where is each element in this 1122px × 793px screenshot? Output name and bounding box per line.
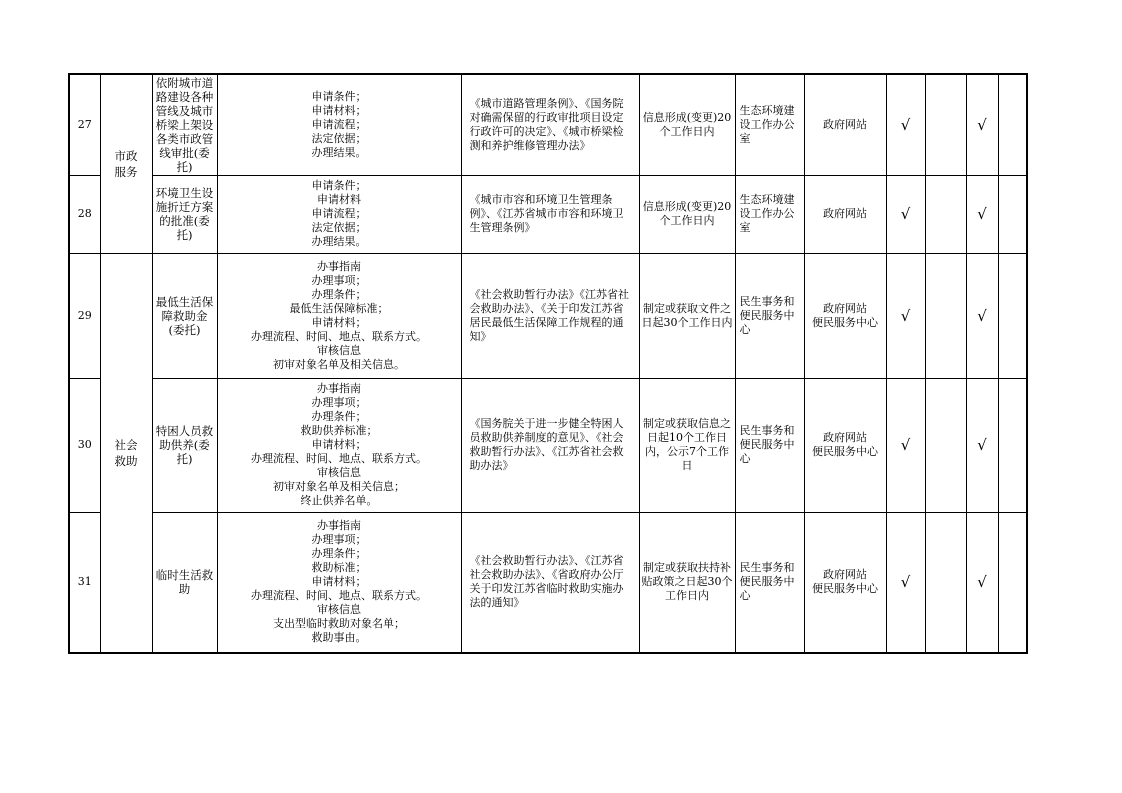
item-name: 最低生活保障救助金(委托) xyxy=(152,253,217,378)
content-line: 法定依据； xyxy=(311,221,367,234)
disclosure-content xyxy=(217,253,461,378)
channel-line: 政府网站 xyxy=(823,301,867,315)
content-line: 办理结果。 xyxy=(311,235,367,248)
legal-basis: 《国务脘关于进一步健全特困人员救助供养制度的意见》、《社会救助暂行办法》、《江苏省社会救助办法》 xyxy=(461,378,639,512)
category-social xyxy=(100,253,152,653)
row-number: 27 xyxy=(69,74,100,175)
content-line: 最低生活保障标准； xyxy=(289,301,389,315)
empty-cell xyxy=(998,512,1027,653)
content-line: 办理条件； xyxy=(311,410,367,423)
disclosure-content xyxy=(217,175,461,253)
disclosure-channel xyxy=(804,512,886,653)
empty-cell xyxy=(925,175,966,253)
row-number: 30 xyxy=(69,378,100,512)
responsible-dept: 民生事务和便民服务中心 xyxy=(735,512,804,653)
table-body xyxy=(69,74,1027,653)
table-row xyxy=(69,253,1027,378)
content-line: 审核信息 xyxy=(317,343,361,357)
content-line: 初审对象名单及相关信息。 xyxy=(273,357,405,371)
disclosure-channel xyxy=(804,74,886,175)
channel-line: 便民服务中心 xyxy=(812,445,878,458)
content-line: 终止供养名单。 xyxy=(300,494,378,507)
row-number: 31 xyxy=(69,512,100,653)
check-mark: √ xyxy=(886,74,925,175)
content-line: 申请材料； xyxy=(311,103,367,117)
responsible-dept: 民生事务和便民服务中心 xyxy=(735,378,804,512)
content-line: 审核信息 xyxy=(317,603,361,617)
channel-line: 便民服务中心 xyxy=(812,315,878,329)
empty-cell xyxy=(998,378,1027,512)
content-line: 办理事项； xyxy=(311,273,367,287)
disclosure-content xyxy=(217,378,461,512)
content-line: 办理流程、时间、地点、联系方式。 xyxy=(251,589,427,603)
content-line: 申请条件； xyxy=(311,179,367,192)
content-line: 申请流程； xyxy=(311,207,367,220)
time-limit: 制定或获取文件之日起30个工作日内 xyxy=(639,253,735,378)
content-line: 申请流程； xyxy=(311,117,367,131)
legal-basis: 《城市市容和环境卫生管理条例》、《江苏省城市市容和环境卫生管理条例》 xyxy=(461,175,639,253)
content-line: 审核信息 xyxy=(317,466,361,479)
time-limit: 信息形成(变更)20个工作日内 xyxy=(639,74,735,175)
content-line: 救助标准； xyxy=(311,561,367,575)
category-label: 市政服务 xyxy=(114,148,138,179)
content-line: 申请材料 xyxy=(317,193,361,206)
item-name: 临时生活救助 xyxy=(152,512,217,653)
empty-cell xyxy=(998,175,1027,253)
item-name: 依附城市道路建设各种管线及城市桥梁上架设各类市政管线审批(委托) xyxy=(152,74,217,175)
disclosure-channel xyxy=(804,175,886,253)
time-limit: 制定或获取信息之日起10个工作日内，公示7个工作日 xyxy=(639,378,735,512)
row-number: 28 xyxy=(69,175,100,253)
empty-cell xyxy=(998,253,1027,378)
responsible-dept: 民生事务和便民服务中心 xyxy=(735,253,804,378)
empty-cell xyxy=(925,253,966,378)
empty-cell xyxy=(925,74,966,175)
legal-basis: 《社会救助暂行办法》、《江苏省社会救助办法》、《省政府办公厅关于印发江苏省临时救助实施办法的通知》 xyxy=(461,512,639,653)
time-limit: 信息形成(变更)20个工作日内 xyxy=(639,175,735,253)
channel-line: 政府网站 xyxy=(823,207,867,220)
content-line: 法定依据； xyxy=(311,131,367,145)
content-line: 救助供养标准； xyxy=(300,424,378,437)
check-mark: √ xyxy=(886,253,925,378)
content-line: 申请材料； xyxy=(311,438,367,451)
disclosure-content xyxy=(217,74,461,175)
check-mark: √ xyxy=(966,253,998,378)
check-mark: √ xyxy=(966,175,998,253)
content-line: 申请材料； xyxy=(311,575,367,589)
content-line: 初审对象名单及相关信息； xyxy=(273,480,405,493)
channel-line: 政府网站 xyxy=(823,568,867,582)
content-line: 办事指南 xyxy=(317,382,361,395)
channel-line: 政府网站 xyxy=(823,117,867,131)
item-name: 特困人员救助供养(委托) xyxy=(152,378,217,512)
check-mark: √ xyxy=(886,175,925,253)
table-row xyxy=(69,512,1027,653)
check-mark: √ xyxy=(886,512,925,653)
disclosure-table xyxy=(68,73,1028,654)
disclosure-channel xyxy=(804,253,886,378)
check-mark: √ xyxy=(966,74,998,175)
content-line: 办理事项； xyxy=(311,396,367,409)
legal-basis: 《社会救助暂行办法》《江苏省社会救助办法》、《关于印发江苏省居民最低生活保障工作规程的通知》 xyxy=(461,253,639,378)
table-row xyxy=(69,175,1027,253)
category-municipal xyxy=(100,74,152,253)
empty-cell xyxy=(998,74,1027,175)
table-row xyxy=(69,74,1027,175)
content-line: 办事指南 xyxy=(317,259,361,273)
responsible-dept: 生态环境建设工作办公室 xyxy=(735,74,804,175)
item-name: 环境卫生设施折迁方案的批准(委托) xyxy=(152,175,217,253)
responsible-dept: 生态环境建设工作办公室 xyxy=(735,175,804,253)
check-mark: √ xyxy=(966,512,998,653)
content-line: 办理流程、时间、地点、联系方式。 xyxy=(251,329,427,343)
legal-basis: 《城市道路管理条例》、《国务院对确需保留的行政审批项目设定行政许可的决定》、《城市桥梁检测和养护维修管理办法》 xyxy=(461,74,639,175)
disclosure-channel xyxy=(804,378,886,512)
time-limit: 制定或获取扶持补贴政策之日起30个工作日内 xyxy=(639,512,735,653)
check-mark: √ xyxy=(886,378,925,512)
table-row xyxy=(69,378,1027,512)
content-line: 申请材料； xyxy=(311,315,367,329)
content-line: 办理条件； xyxy=(311,287,367,301)
content-line: 申请条件； xyxy=(311,89,367,103)
channel-line: 政府网站 xyxy=(823,431,867,444)
check-mark: √ xyxy=(966,378,998,512)
row-number: 29 xyxy=(69,253,100,378)
content-line: 办理流程、时间、地点、联系方式。 xyxy=(251,452,427,465)
content-line: 办理事项； xyxy=(311,533,367,547)
empty-cell xyxy=(925,378,966,512)
channel-line: 便民服务中心 xyxy=(812,582,878,596)
content-line: 救助事由。 xyxy=(311,631,367,645)
disclosure-content xyxy=(217,512,461,653)
empty-cell xyxy=(925,512,966,653)
content-line: 办事指南 xyxy=(317,519,361,533)
content-line: 支出型临时救助对象名单； xyxy=(273,617,405,631)
content-line: 办理条件； xyxy=(311,547,367,561)
category-label: 社会救助 xyxy=(114,437,138,468)
content-line: 办理结果。 xyxy=(311,145,367,159)
